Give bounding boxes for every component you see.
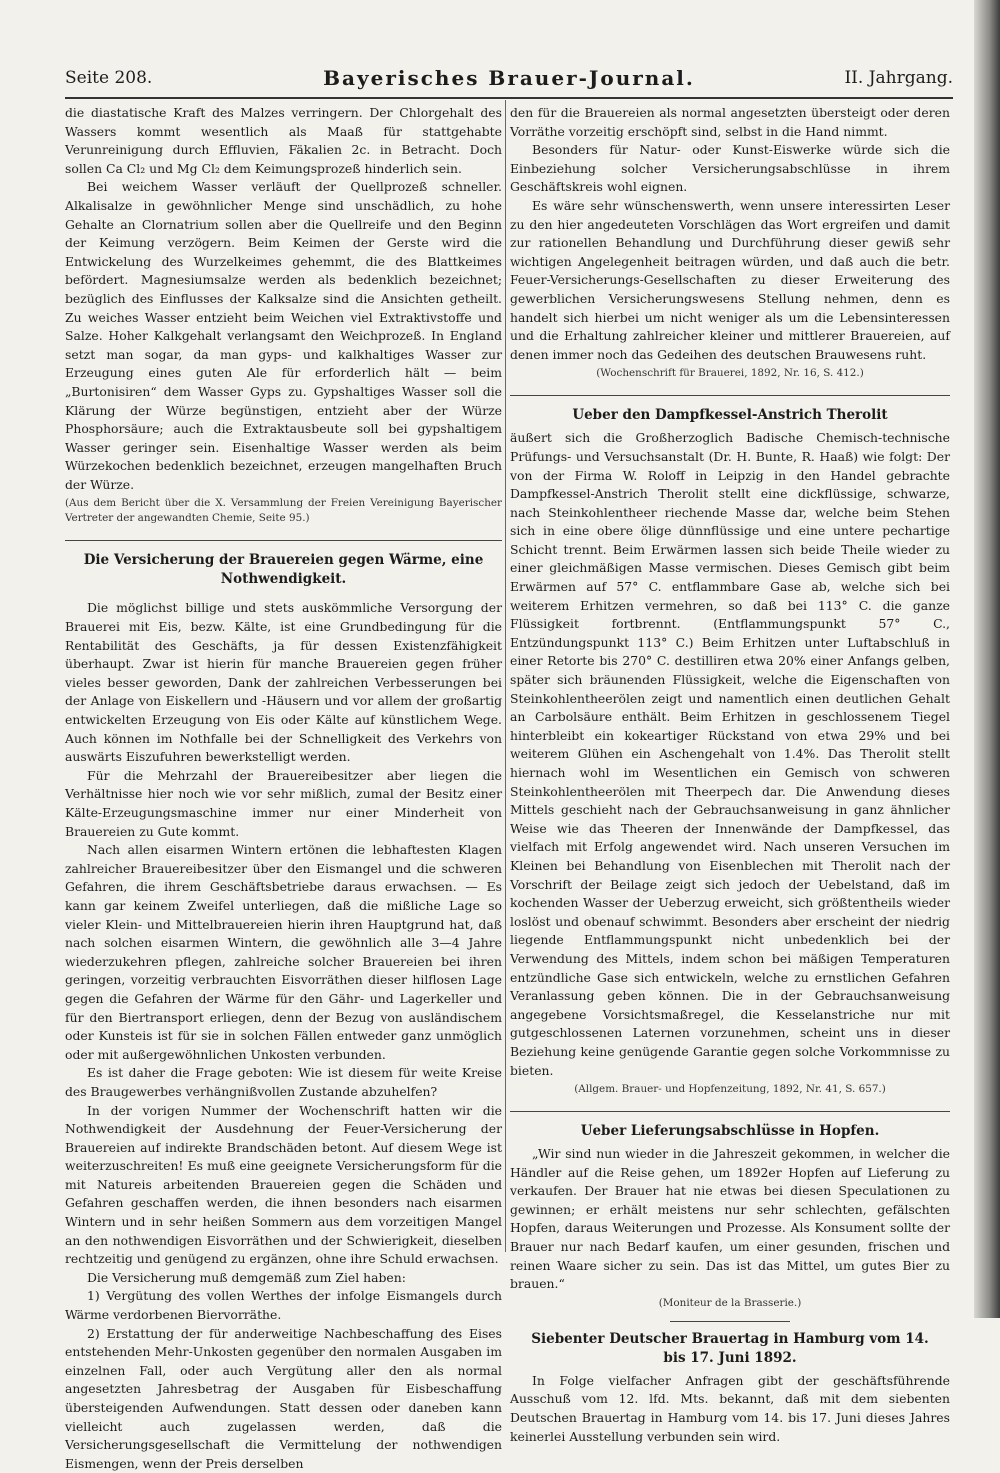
volume-label: II. Jahrgang.	[844, 68, 953, 88]
article-separator	[510, 1111, 950, 1112]
paragraph: Die Versicherung muß demgemäß zum Ziel haben:	[87, 1269, 406, 1285]
paragraph: „Wir sind nun wieder in die Jahreszeit gekommen, in welcher die Händler auf die Reise gehen, um 1892er Hopfen auf Lieferung zu verkaufen. Der Brauer hat nie etwas bei diesen Speculationen zu gewinnen; er erhält meistens nur sehr schlechten, gefälschten Hopfen, daraus Weiterungen und Prozesse. Als Konsument sollte der Brauer nur nach Bedarf kaufen, um einer gesunden, frischen und reinen Waare sicher zu sein. Das ist das Mittel, um gutes Bier zu brauen.“	[510, 1146, 950, 1292]
source-citation: (Wochenschrift für Brauerei, 1892, Nr. 16, S. 412.)	[596, 367, 864, 380]
article-separator	[65, 540, 502, 541]
paragraph: Es wäre sehr wünschenswerth, wenn unsere interessirten Leser zu den hier angedeuteten Vorschlägen das Wort ergreifen und damit zur rationellen Behandlung und Durchführung dieser gewiß sehr wichtigen Angelegenheit beitragen würden, und daß auch die betr. Feuer-Versicherungs-Gesellschaften zu dieser Erweiterung des gewerblichen Versicherungswesens Stellung nehmen, denn es handelt sich hierbei um nicht weniger als um die Lebensinteressen und die Erhaltung zahlreicher kleiner und mittlerer Brauereien, auf denen immer noch das Gedeihen des deutschen Brauwesens ruht.	[510, 197, 950, 362]
source-citation: (Allgem. Brauer- und Hopfenzeitung, 1892, Nr. 41, S. 657.)	[574, 1083, 886, 1096]
paragraph: die diastatische Kraft des Malzes verringern. Der Chlorgehalt des Wassers kommt wesentlich als Maaß für stattgehabte Verunreinigung durch Effluvien, Fäkalien 2c. in Betracht. Doch sollen Ca Cl₂ und Mg Cl₂ dem Keimungsprozeß hinderlich sein.	[65, 105, 502, 176]
paragraph: Für die Mehrzahl der Brauereibesitzer aber liegen die Verhältnisse hier noch wie vor sehr mißlich, zumal der Besitz einer Kälte-Erzeugungsmaschine immer nur einer Minderheit von Brauereien zu Gute kommt.	[65, 767, 502, 839]
article-separator	[510, 395, 950, 396]
article-heading: Siebenter Deutscher Brauertag in Hamburg vom 14. bis 17. Juni 1892.	[531, 1330, 929, 1366]
journal-title: Bayerisches Brauer-Journal.	[323, 66, 695, 90]
article-heading: Ueber Lieferungsabschlüsse in Hopfen.	[580, 1123, 880, 1140]
column-divider	[505, 100, 506, 1252]
paragraph: äußert sich die Großherzoglich Badische Chemisch-technische Prüfungs- und Versuchsanstalt (Dr. H. Bunte, R. Haaß) wie folgt: Der von der Firma W. Roloff in Leipzig in den Handel gebrachte Dampfkessel-Anstrich Therolit stellt eine dickflüssige, schwarze, nach Steinkohlentheer riechende Masse dar, welche beim Stehen sich in eine obere ölige dünnflüssige und eine untere pechartige Schicht trennt. Beim Erwärmen lassen sich beide Theile wieder zu einer gleichmäßigen Masse vermischen. Dieses Gemisch gibt beim Erwärmen auf 57° C. entflammbare Gase ab, welche sich bei weiterem Erhitzen vermehren, so daß bei 113° C. die ganze Flüssigkeit fortbrennt. (Entflammungspunkt 57° C., Entzündungspunkt 113° C.) Beim Erhitzen unter Luftabschluß in einer Retorte bis 270° C. destilliren etwa 20% einer Anfangs gelben, später sich bräunenden Flüssigkeit, welche die Eigenschaften von Steinkohlentheerölen zeigt und namentlich einen deutlichen Gehalt an Carbolsäure enthält. Beim Erhitzen in geschlossenem Tiegel hinterbleibt ein kokeartiger Rückstand von etwa 29% und bei weiterem Glühen ein Aschengehalt von 1.4%. Das Therolit stellt hiernach wohl im Wesentlichen ein Gemisch von schweren Steinkohlentheerölen mit Theerpech dar. Die Anwendung dieses Mittels geschieht nach der Gebrauchsanweisung in ganz ähnlicher Weise wie das Theeren der Innenwände der Dampfkessel, das vielfach mit Erfolg angewendet wird. Nach unseren Versuchen im Kleinen bei Behandlung von Eisenblechen mit Therolit nach der Vorschrift der Beilage zeigt sich jedoch der Uebelstand, daß im kochenden Wasser der Ueberzug erweicht, sich größtentheils wieder loslöst und obenauf schwimmt. Besonders aber erscheint der niedrig liegende Entflammungspunkt nicht unbedenklich bei der Verwendung des Mittels, indem schon bei mäßigen Temperaturen entzündliche Gase sich entwickeln, welche zu ernstlichen Gefahren Veranlassung geben können. Die in der Gebrauchsanweisung angegebene Vorsichtsmaßregel, die Kesselanstriche nur mit gutgeschlossenen Laternen vorzunehmen, scheint uns in dieser Beziehung keine genügende Garantie gegen solche Vorkommnisse zu bieten.	[510, 430, 950, 1078]
source-citation: (Aus dem Bericht über die X. Versammlung der Freien Vereinigung Bayerischer Vertreter der angewandten Chemie, Seite 95.)	[65, 497, 502, 525]
paragraph: Bei weichem Wasser verläuft der Quellprozeß schneller. Alkalisalze in gewöhnlicher Menge sind unschädlich, zu hohe Gehalte an Clornatrium sollen aber die Quellreife und den Beginn der Keimung verzögern. Beim Keimen der Gerste wird die Entwickelung des Wurzelkeimes gehemmt, die des Blattkeimes befördert. Magnesiumsalze werden als bedenklich bezeichnet; bezüglich des Einflusses der Kalksalze sind die Ansichten getheilt. Zu weiches Wasser entzieht beim Weichen viel Extraktivstoffe und Salze. Hoher Kalkgehalt verlangsamt den Weichprozeß. In England setzt man sogar, da man gyps- und kalkhaltiges Wasser zur Erzeugung eines guten Ale für erforderlich hält — beim „Burtonisiren“ dem Wasser Gyps zu. Gypshaltiges Wasser soll die Klärung der Würze begünstigen, entzieht aber der Würze Phosphorsäure; auch die Extraktausbeute soll bei gypshaltigem Wasser geringer sein. Eisenhaltige Wasser werden als beim Würzekochen bedenklich bezeichnet, erzeugen mangelhaften Bruch der Würze.	[65, 179, 502, 492]
paragraph: In der vorigen Nummer der Wochenschrift hatten wir die Nothwendigkeit der Ausdehnung der Feuer-Versicherung der Brauereien auf indirekte Brandschäden betont. Auf diesem Wege ist weiterzuschreiten! Es muß eine geeignete Versicherungsform für die mit Natureis arbeitenden Brauereien gegen die Schäden und Gefahren geschaffen werden, die ihnen besonders nach eisarmen Wintern und in sehr heißen Sommern aus dem vorzeitigen Mangel an den nothwendigen Eisvorräthen und der Schwierigkeit, dieselben rechtzeitig und genügend zu ergänzen, ohne ihre Schuld erwachsen.	[65, 1102, 502, 1267]
paragraph: den für die Brauereien als normal angesetzten übersteigt oder deren Vorräthe vorzeitig erschöpft sind, selbst in die Hand nimmt.	[510, 105, 950, 139]
article-heading: Ueber den Dampfkessel-Anstrich Therolit	[572, 407, 888, 424]
article-separator	[670, 1321, 790, 1322]
left-column	[65, 104, 502, 1473]
page-header	[65, 62, 953, 96]
page-number: Seite 208.	[65, 68, 153, 88]
page-binding-edge	[974, 0, 1000, 1318]
header-rule	[65, 97, 953, 99]
paragraph: Besonders für Natur- oder Kunst-Eiswerke würde sich die Einbeziehung solcher Versicherungsabschlüsse in ihrem Geschäftskreis wohl eignen.	[510, 142, 950, 195]
right-column	[510, 104, 950, 1446]
source-citation: (Moniteur de la Brasserie.)	[658, 1296, 802, 1309]
list-item: 1) Vergütung des vollen Werthes der infolge Eismangels durch Wärme verdorbenen Biervorräthe.	[65, 1288, 502, 1323]
paragraph: Die möglichst billige und stets auskömmliche Versorgung der Brauerei mit Eis, bezw. Kälte, ist eine Grundbedingung für die Rentabilität des Geschäfts, ja für dessen Existenzfähigkeit überhaupt. Zwar ist hierin für manche Brauereien gegen früher vieles besser geworden, Dank der zahlreichen Verbesserungen bei der Anlage von Eiskellern und -Häusern und vor allem der großartig entwickelten Erzeugung von Eis oder Kälte auf künstlichem Wege. Auch können im Nothfalle bei der Schnelligkeit des Verkehrs von auswärts Eiszufuhren bewerkstelligt werden.	[65, 600, 502, 765]
paragraph: Es ist daher die Frage geboten: Wie ist diesem für weite Kreise des Braugewerbes verhängnißvollen Zustande abzuhelfen?	[65, 1065, 502, 1099]
paragraph: Nach allen eisarmen Wintern ertönen die lebhaftesten Klagen zahlreicher Brauereibesitzer über den Eismangel und die schweren Gefahren, die ihrem Geschäftsbetriebe daraus erwachsen. — Es kann gar keinem Zweifel unterliegen, daß die mißliche Lage so vieler Klein- und Mittelbrauereien hierin ihren Hauptgrund hat, daß nach solchen eisarmen Wintern, die gewöhnlich alle 3—4 Jahre wiederzukehren pflegen, zahlreiche solcher Brauereien bei ihren geringen, vorzeitig verbrauchten Eisvorräthen dieser hilflosen Lage gegen die Gefahren der Wärme für den Gähr- und Lagerkeller und für den Biertransport erliegen, denn der Bezug von ausländischem oder Kunsteis ist für sie in solchen Fällen entweder ganz unmöglich oder mit außergewöhnlichen Unkosten verbunden.	[65, 842, 502, 1062]
article-heading: Die Versicherung der Brauereien gegen Wärme, eine Nothwendigkeit.	[83, 552, 484, 588]
list-item: 2) Erstattung der für anderweitige Nachbeschaffung des Eises entstehenden Mehr-Unkosten gegenüber den normalen Ausgaben im einzelnen Fall, oder auch Vergütung aller den als normal angesetzten Jahresbetrag der Ausgaben für Eisbeschaffung übersteigenden Aufwendungen. Statt dessen oder daneben kann vielleicht auch zugelassen werden, daß die Versicherungsgesellschaft die Vermittelung der nothwendigen Eismengen, wenn der Preis derselben	[65, 1325, 502, 1471]
paragraph: In Folge vielfacher Anfragen gibt der geschäftsführende Ausschuß vom 12. lfd. Mts. bekannt, daß mit dem siebenten Deutschen Brauertag in Hamburg vom 14. bis 17. Juni dieses Jahres keinerlei Ausstellung verbunden sein wird.	[510, 1372, 950, 1444]
